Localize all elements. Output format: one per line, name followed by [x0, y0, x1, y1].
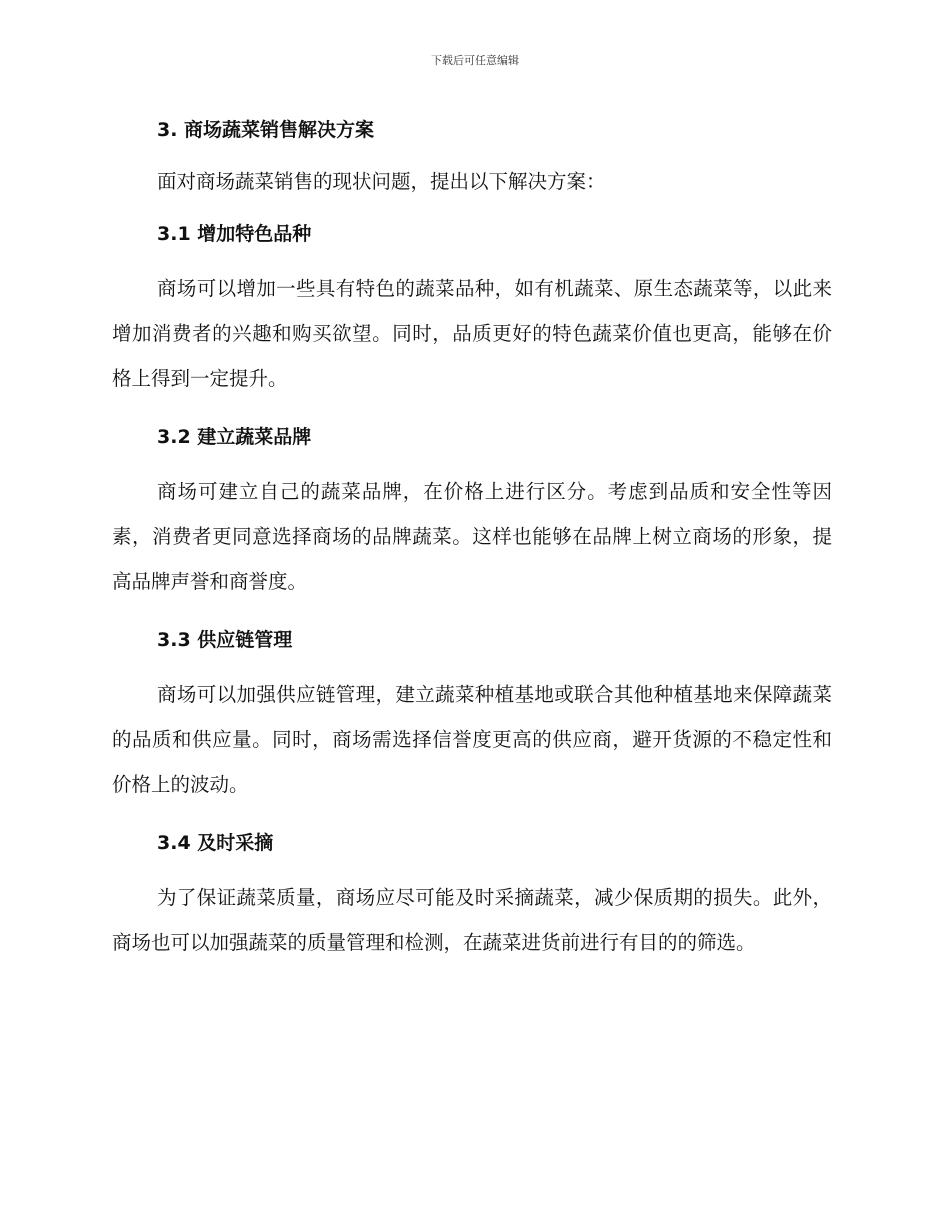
section-title-3: 3. 商场蔬菜销售解决方案 [157, 119, 375, 141]
section-title-3-1: 3.1 增加特色品种 [157, 223, 312, 245]
page-header: 下载后可任意编辑 [431, 54, 519, 67]
section-title-3-3: 3.3 供应链管理 [157, 629, 293, 651]
paragraph-3-4: 为了保证蔬菜质量，商场应尽可能及时采摘蔬菜，减少保质期的损失。此外，商场也可以加强蔬菜的质量管理和检测，在蔬菜进货前进行有目的的筛选。 [112, 886, 832, 954]
section-title-3-2: 3.2 建立蔬菜品牌 [157, 426, 312, 448]
paragraph-3-1: 商场可以增加一些具有特色的蔬菜品种，如有机蔬菜、原生态蔬菜等，以此来增加消费者的兴趣和购买欲望。同时，品质更好的特色蔬菜价值也更高，能够在价格上得到一定提升。 [112, 277, 832, 390]
document-body [112, 110, 832, 965]
paragraph-3-2: 商场可建立自己的蔬菜品牌，在价格上进行区分。考虑到品质和安全性等因素，消费者更同意选择商场的品牌蔬菜。这样也能够在品牌上树立商场的形象，提高品牌声誉和商誉度。 [112, 480, 832, 593]
section-title-3-4: 3.4 及时采摘 [157, 832, 274, 854]
section-intro: 面对商场蔬菜销售的现状问题，提出以下解决方案： [157, 170, 606, 193]
paragraph-3-3: 商场可以加强供应链管理，建立蔬菜种植基地或联合其他种植基地来保障蔬菜的品质和供应量。同时，商场需选择信誉度更高的供应商，避开货源的不稳定性和价格上的波动。 [112, 683, 832, 796]
